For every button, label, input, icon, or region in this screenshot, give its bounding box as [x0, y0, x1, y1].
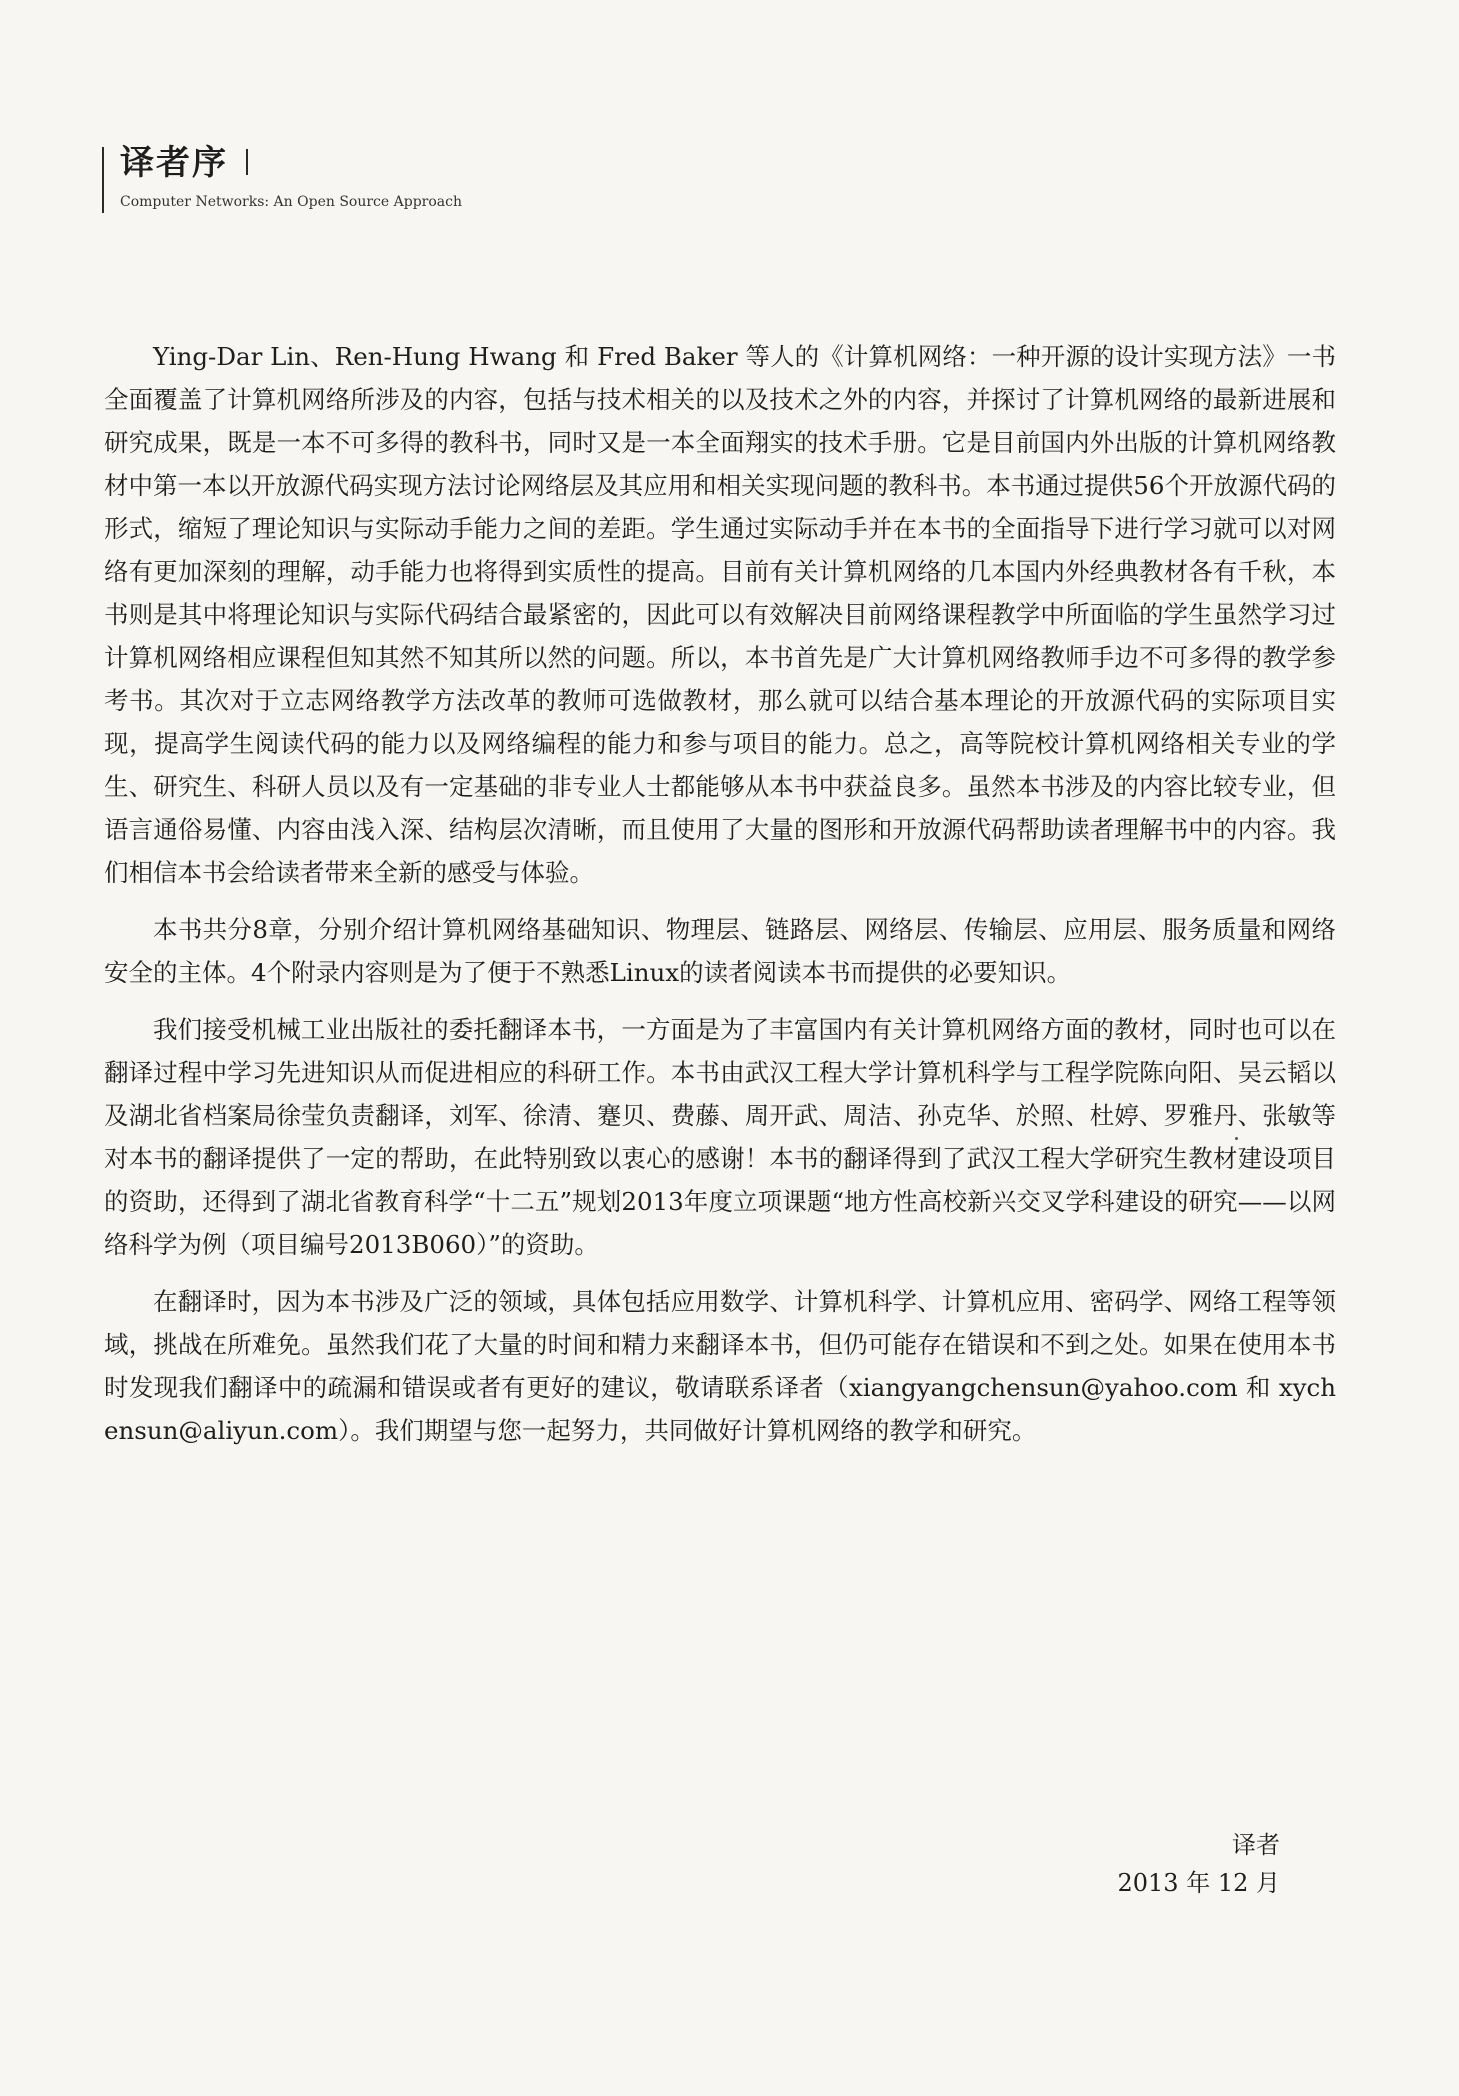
- paragraph-2: 本书共分8章，分别介绍计算机网络基础知识、物理层、链路层、网络层、传输层、应用层、服务质量和网络安全的主体。4个附录内容则是为了便于不熟悉Linux的读者阅读本书而提供的必要知识。: [104, 915, 1336, 987]
- header-vertical-rule: [102, 147, 104, 213]
- preface-body: [104, 335, 1336, 1466]
- paragraph-3: 我们接受机械工业出版社的委托翻译本书，一方面是为了丰富国内有关计算机网络方面的教材，同时也可以在翻译过程中学习先进知识从而促进相应的科研工作。本书由武汉工程大学计算机科学与工程学院陈向阳、吴云韬以及湖北省档案局徐莹负责翻译，刘军、徐清、蹇贝、费藤、周开武、周洁、孙克华、於照、杜婷、罗雅丹、张敏等对本书的翻译提供了一定的帮助，在此特别致以衷心的感谢！本书的翻译得到了武汉工程大学研究生教材建设项目的资助，还得到了湖北省教育科学“十二五”规划2013年度立项课题“地方性高校新兴交叉学科建设的研究——以网络科学为例（项目编号2013B060）”的资助。: [104, 1015, 1336, 1259]
- paragraph-4: 在翻译时，因为本书涉及广泛的领域，具体包括应用数学、计算机科学、计算机应用、密码学、网络工程等领域，挑战在所难免。虽然我们花了大量的时间和精力来翻译本书，但仍可能存在错误和不到之处。如果在使用本书时发现我们翻译中的疏漏和错误或者有更好的建议，敬请联系译者（xiangyangchensun@yahoo.com 和 xychensun@aliyun.com）。我们期望与您一起努力，共同做好计算机网络的教学和研究。: [104, 1287, 1336, 1445]
- signature-block: [1060, 1826, 1280, 1902]
- signature-author: 译者: [1232, 1831, 1280, 1859]
- paragraph-1: Ying-Dar Lin、Ren-Hung Hwang 和 Fred Baker 等人的《计算机网络：一种开源的设计实现方法》一书全面覆盖了计算机网络所涉及的内容，包括与技术相关的以及技术之外的内容，并探讨了计算机网络的最新进展和研究成果，既是一本不可多得的教科书，同时又是一本全面翔实的技术手册。它是目前国内外出版的计算机网络教材中第一本以开放源代码实现方法讨论网络层及其应用和相关实现问题的教科书。本书通过提供56个开放源代码的形式，缩短了理论知识与实际动手能力之间的差距。学生通过实际动手并在本书的全面指导下进行学习就可以对网络有更加深刻的理解，动手能力也将得到实质性的提高。目前有关计算机网络的几本国内外经典教材各有千秋，本书则是其中将理论知识与实际代码结合最紧密的，因此可以有效解决目前网络课程教学中所面临的学生虽然学习过计算机网络相应课程但知其然不知其所以然的问题。所以，本书首先是广大计算机网络教师手边不可多得的教学参考书。其次对于立志网络教学方法改革的教师可选做教材，那么就可以结合基本理论的开放源代码的实际项目实现，提高学生阅读代码的能力以及网络编程的能力和参与项目的能力。总之，高等院校计算机网络相关专业的学生、研究生、科研人员以及有一定基础的非专业人士都能够从本书中获益良多。虽然本书涉及的内容比较专业，但语言通俗易懂、内容由浅入深、结构层次清晰，而且使用了大量的图形和开放源代码帮助读者理解书中的内容。我们相信本书会给读者带来全新的感受与体验。: [104, 342, 1336, 887]
- print-speck: [1235, 1137, 1238, 1140]
- page-title: 译者序: [120, 143, 228, 183]
- signature-date: 2013 年 12 月: [1117, 1869, 1280, 1897]
- title-separator-rule: [246, 149, 248, 175]
- book-subtitle: Computer Networks: An Open Source Approach: [120, 194, 462, 210]
